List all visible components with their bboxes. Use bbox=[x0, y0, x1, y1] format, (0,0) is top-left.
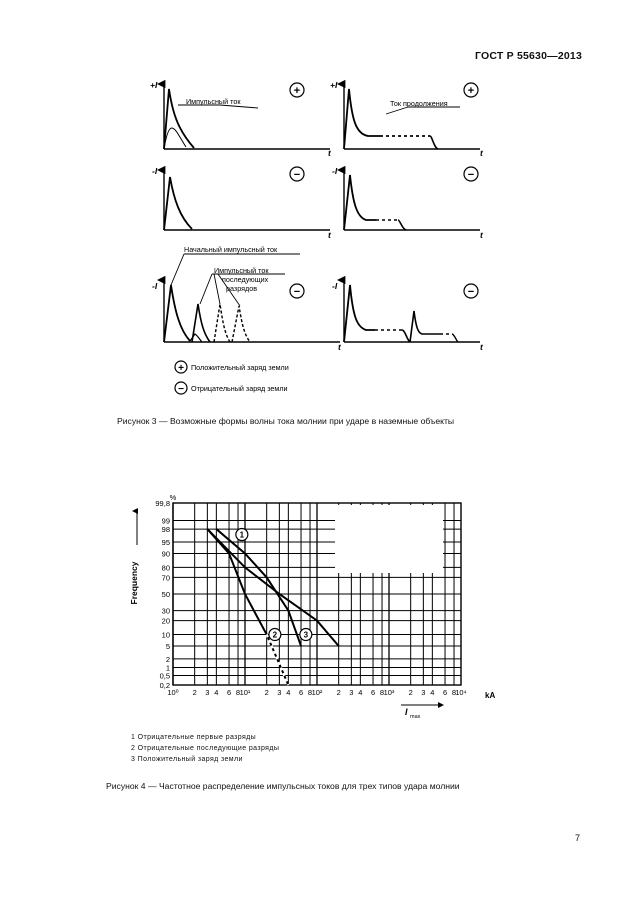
x-tick-label: 6 bbox=[370, 688, 376, 697]
x-tick-label: 4 bbox=[430, 688, 435, 697]
x-tick-label: 8 bbox=[379, 688, 385, 697]
axis-minus-i-label: -I bbox=[152, 281, 158, 291]
minus-sign-icon: − bbox=[178, 384, 184, 395]
x-tick-label: 2 bbox=[192, 688, 197, 697]
y-tick-label: 50 bbox=[161, 590, 170, 599]
minus-sign-icon: − bbox=[293, 169, 301, 181]
axis-minus-i-label: -I bbox=[332, 281, 338, 291]
legend-negative: Отрицательный заряд земли bbox=[191, 384, 288, 393]
x-tick-label: 4 bbox=[286, 688, 291, 697]
y-tick-label: 10 bbox=[161, 630, 170, 640]
axis-minus-i-label: -I bbox=[152, 166, 158, 176]
x-tick-label: 10² bbox=[311, 688, 323, 697]
x-tick-label: 6 bbox=[226, 688, 232, 697]
y-tick-label: 30 bbox=[161, 606, 170, 616]
axis-minus-i-label: -I bbox=[332, 166, 338, 176]
subsequent-impulse-label-line1: Импульсный ток bbox=[214, 266, 269, 275]
y-tick-label: 0,2 bbox=[159, 681, 170, 690]
axis-t-label: t bbox=[328, 148, 331, 158]
x-tick-label: 6 bbox=[298, 688, 304, 697]
x-tick-label: 8 bbox=[307, 688, 313, 697]
y-tick-label: 99 bbox=[161, 516, 170, 526]
first-impulse-label: Начальный импульсный ток bbox=[184, 245, 278, 254]
page-number: 7 bbox=[574, 833, 580, 843]
impulse-current-label: Импульсный ток bbox=[186, 97, 241, 106]
axis-plus-i-label: +I bbox=[150, 80, 158, 90]
axis-t-label: t bbox=[328, 230, 331, 240]
figure3-caption: Рисунок 3 — Возможные формы волны тока молнии при ударе в наземные объекты bbox=[117, 416, 455, 426]
y-tick-label: 90 bbox=[161, 549, 170, 559]
figure4-legend-3: 3 Положительный заряд земли bbox=[131, 756, 243, 763]
legend-positive: Положительный заряд земли bbox=[191, 363, 289, 372]
x-tick-label: 10⁰ bbox=[167, 688, 179, 697]
x-tick-label: 10⁴ bbox=[455, 688, 467, 697]
x-tick-label: 4 bbox=[214, 688, 219, 697]
subsequent-impulse-label-line2: последующих bbox=[222, 275, 269, 284]
x-tick-label: 8 bbox=[235, 688, 241, 697]
figure4-legend-1: 1 Отрицательные первые разряды bbox=[131, 734, 257, 741]
curve-marker-3: 3 bbox=[303, 630, 309, 640]
series-line-2 bbox=[207, 529, 288, 685]
y-tick-label: 80 bbox=[161, 563, 170, 573]
x-tick-label: 3 bbox=[277, 688, 282, 697]
y-tick-label: 95 bbox=[161, 537, 170, 547]
y-tick-label: 1 bbox=[165, 663, 170, 673]
plus-sign-icon: + bbox=[178, 363, 184, 374]
minus-sign-icon: − bbox=[467, 286, 475, 298]
plus-sign-icon: + bbox=[293, 85, 301, 97]
x-tick-label: 6 bbox=[442, 688, 448, 697]
axis-t-label: t bbox=[480, 148, 483, 158]
figure4-legend-2: 2 Отрицательные последующие разряды bbox=[131, 745, 280, 752]
y-tick-label: 98 bbox=[161, 525, 170, 535]
curve-marker-1: 1 bbox=[239, 530, 245, 540]
y-axis-title: Frequency bbox=[129, 561, 139, 605]
y-tick-label: 0,5 bbox=[159, 671, 170, 681]
axis-t-label: t bbox=[480, 342, 483, 352]
x-tick-label: 10¹ bbox=[239, 688, 251, 697]
x-tick-label: 3 bbox=[421, 688, 426, 697]
subsequent-impulse-label-line3: разрядов bbox=[226, 284, 258, 293]
x-tick-label: 3 bbox=[349, 688, 354, 697]
blank-annotation-box bbox=[335, 505, 443, 573]
minus-sign-icon: − bbox=[293, 286, 301, 298]
x-tick-label: 3 bbox=[205, 688, 210, 697]
figure4-chart bbox=[125, 493, 505, 723]
curve-marker-2: 2 bbox=[272, 630, 278, 640]
continuing-current-label: Ток продолжения bbox=[390, 99, 448, 108]
x-axis-label-subscript: max bbox=[410, 714, 421, 720]
figure4-caption: Рисунок 4 — Частотное распределение импульсных токов для трех типов удара молнии bbox=[106, 781, 460, 791]
minus-sign-icon: − bbox=[467, 169, 475, 181]
y-unit-label: % bbox=[169, 493, 177, 502]
x-tick-label: 4 bbox=[358, 688, 363, 697]
x-unit-label: kA bbox=[485, 691, 496, 700]
x-tick-label: 2 bbox=[264, 688, 269, 697]
y-tick-label: 2 bbox=[165, 654, 170, 664]
y-tick-label: 5 bbox=[165, 642, 170, 652]
axis-plus-i-label: +I bbox=[330, 80, 338, 90]
y-tick-label: 70 bbox=[161, 573, 170, 583]
x-axis-label: I bbox=[405, 707, 408, 717]
x-tick-label: 8 bbox=[451, 688, 457, 697]
x-tick-label: 2 bbox=[408, 688, 413, 697]
y-tick-label: 99,8 bbox=[155, 499, 170, 508]
x-tick-label: 2 bbox=[336, 688, 341, 697]
standard-header: ГОСТ Р 55630—2013 bbox=[474, 50, 582, 62]
plus-sign-icon: + bbox=[467, 85, 475, 97]
axis-t-label: t bbox=[480, 230, 483, 240]
y-tick-label: 20 bbox=[161, 616, 170, 626]
x-tick-label: 10³ bbox=[383, 688, 395, 697]
figure3-waveforms bbox=[140, 72, 520, 402]
axis-t-label: t bbox=[338, 342, 341, 352]
